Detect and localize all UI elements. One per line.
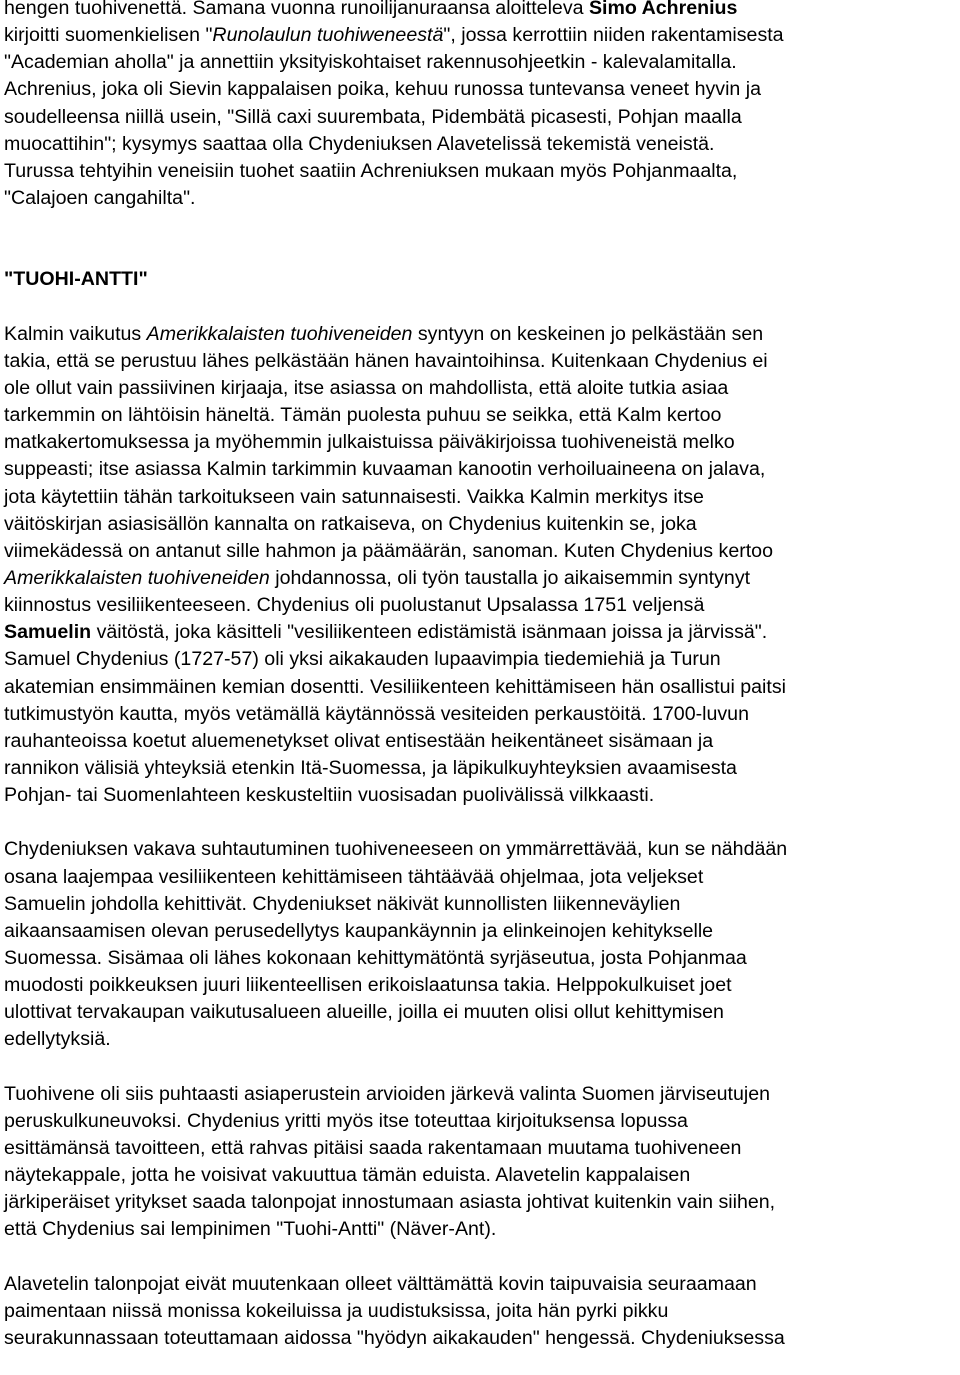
text-line: Achrenius, joka oli Sievin kappalaisen poika, kehuu runossa tuntevansa veneet hyvin ja bbox=[4, 78, 762, 101]
text-line: aikaansaamisen olevan perusedellytys kaupankäynnin ja elinkeinojen kehitykselle bbox=[4, 919, 714, 942]
paragraph-kalm bbox=[4, 321, 958, 810]
text-line: akatemian ensimmäinen kemian dosentti. Vesiliikenteen kehittämiseen hän osallistui paitsi bbox=[4, 675, 786, 698]
italic-title-runolaulun: Runolaulun tuohiweneestä bbox=[212, 24, 444, 47]
text-line: tutkimustyön kautta, myös vetämällä käytännössä vesiteiden perkaustöitä. 1700-luvun bbox=[4, 702, 749, 725]
text-line: näytekappale, jotta he voisivat vakuuttua tämän eduista. Alavetelin kappalaisen bbox=[4, 1164, 691, 1187]
heading-tuohi-antti: "TUOHI-ANTTI" bbox=[4, 268, 148, 291]
paragraph-gap bbox=[4, 294, 958, 321]
paragraph-achrenius bbox=[4, 0, 958, 212]
text-line: rauhanteoissa koetut aluemenetykset olivat entisestään heikentäneet sisämaan ja bbox=[4, 729, 714, 752]
paragraph-gap bbox=[4, 212, 958, 239]
text-line: kiinnostus vesiliikenteeseen. Chydenius oli puolustanut Upsalassa 1751 veljensä bbox=[4, 594, 705, 617]
text-line: muocattihin"; kysymys saattaa olla Chydeniuksen Alavetelissä tekemistä veneistä. bbox=[4, 132, 715, 155]
text-line: Pohjan- tai Suomenlahteen keskusteltiin vuosisadan puolivälissä vilkkaasti. bbox=[4, 784, 655, 807]
text-line: osana laajempaa vesiliikenteen kehittämiseen tähtäävää ohjelmaa, jota veljekset bbox=[4, 865, 704, 888]
text-line: Samuelin väitöstä, joka käsitteli "vesiliikenteen edistämistä isänmaan joissa ja järvissä". bbox=[4, 621, 768, 644]
text-line: tarkemmin on lähtöisin häneltä. Tämän puolesta puhuu se seikka, että Kalm kertoo bbox=[4, 404, 722, 427]
text-line: "Academian aholla" ja annettiin yksityiskohtaiset rakennusohjeetkin - kalevalamitalla. bbox=[4, 51, 737, 74]
paragraph-tuohivene bbox=[4, 1081, 958, 1244]
text-line: Chydeniuksen vakava suhtautuminen tuohiveneeseen on ymmärrettävää, kun se nähdään bbox=[4, 838, 788, 861]
text-line: Alavetelin talonpojat eivät muutenkaan olleet välttämättä kovin taipuvaisia seuraamaan bbox=[4, 1272, 757, 1295]
paragraph-gap bbox=[4, 1053, 958, 1080]
text-line: suppeasti; itse asiassa Kalmin tarkimmin kuvaaman kanootin verhoiluaineena on jalava, bbox=[4, 458, 766, 481]
text-line: Samuelin johdolla kehittivät. Chydeniukset näkivät kunnollisten liikenneväylien bbox=[4, 892, 681, 915]
text-line: kirjoitti suomenkielisen "Runolaulun tuohiweneestä", jossa kerrottiin niiden rakentamisesta bbox=[4, 24, 784, 47]
text-line: "Calajoen cangahilta". bbox=[4, 186, 196, 209]
text-line: Tuohivene oli siis puhtaasti asiaperustein arvioiden järkevä valinta Suomen järviseutujen bbox=[4, 1082, 771, 1105]
document-page bbox=[4, 0, 958, 1352]
text-line: edellytyksiä. bbox=[4, 1028, 111, 1051]
bold-name-simo-achrenius: Simo Achrenius bbox=[588, 0, 738, 19]
paragraph-alavetelin bbox=[4, 1271, 958, 1352]
text-line: matkakertomuksessa ja myöhemmin julkaistuissa päiväkirjoissa tuohiveneistä melko bbox=[4, 431, 735, 454]
paragraph-chydeniuksen bbox=[4, 836, 958, 1053]
text-line: järkiperäiset yritykset saada talonpojat innostumaan asiasta johtivat kuitenkin vain siihen, bbox=[4, 1191, 776, 1214]
text-line: ulottivat tervakaupan vaikutusalueen alueille, joilla ei muuten olisi ollut kehittymisen bbox=[4, 1001, 724, 1024]
text-line: esittämänsä tavoitteen, että rahvas pitäisi saada rakentamaan muutama tuohiveneen bbox=[4, 1136, 742, 1159]
text-line: hengen tuohivenettä. Samana vuonna runoilijanuraansa aloitteleva Simo Achrenius bbox=[4, 0, 958, 22]
section-heading bbox=[4, 266, 958, 293]
italic-title-amerikkalaisten: Amerikkalaisten tuohiveneiden bbox=[4, 566, 270, 589]
text-line: väitöskirjan asiasisällön kannalta on ratkaiseva, on Chydenius kuitenkin se, joka bbox=[4, 512, 697, 535]
text-line: Kalmin vaikutus Amerikkalaisten tuohiveneiden syntyyn on keskeinen jo pelkästään sen bbox=[4, 322, 764, 345]
text-line: viimekädessä on antanut sille hahmon ja päämäärän, sanoman. Kuten Chydenius kertoo bbox=[4, 539, 773, 562]
text-line: takia, että se perustuu lähes pelkästään hänen havaintoihinsa. Kuitenkaan Chydenius ei bbox=[4, 349, 768, 372]
text-line: seurakunnassaan toteuttamaan aidossa "hyödyn aikakauden" hengessä. Chydeniuksessa bbox=[4, 1326, 785, 1349]
text-line: että Chydenius sai lempinimen "Tuohi-Antti" (Näver-Ant). bbox=[4, 1218, 497, 1241]
text-line: Amerikkalaisten tuohiveneiden johdannossa, oli työn taustalla jo aikaisemmin syntynyt bbox=[4, 566, 751, 589]
paragraph-gap bbox=[4, 239, 958, 266]
text-line: peruskulkuneuvoksi. Chydenius yritti myös itse toteuttaa kirjoituksensa lopussa bbox=[4, 1109, 688, 1132]
text-line: Samuel Chydenius (1727-57) oli yksi aikakauden lupaavimpia tiedemiehiä ja Turun bbox=[4, 648, 721, 671]
text-line: jota käytettiin tähän tarkoitukseen vain satunnaisesti. Vaikka Kalmin merkitys itse bbox=[4, 485, 704, 508]
italic-title-amerikkalaisten: Amerikkalaisten tuohiveneiden bbox=[146, 322, 413, 345]
text-line: Suomessa. Sisämaa oli lähes kokonaan kehittymätöntä syrjäseutua, josta Pohjanmaa bbox=[4, 946, 747, 969]
text-line: Turussa tehtyihin veneisiin tuohet saatiin Achreniuksen mukaan myös Pohjanmaalta, bbox=[4, 159, 738, 182]
paragraph-gap bbox=[4, 809, 958, 836]
bold-name-samuelin: Samuelin bbox=[4, 621, 92, 644]
paragraph-gap bbox=[4, 1243, 958, 1270]
text-line: paimentaan niissä monissa kokeiluissa ja uudistuksissa, joita hän pyrki pikku bbox=[4, 1299, 669, 1322]
text-line: soudelleensa niillä usein, "Sillä caxi suurembata, Pidembätä picasesti, Pohjan maalla bbox=[4, 105, 742, 128]
text-line: rannikon välisiä yhteyksiä etenkin Itä-Suomessa, ja läpikulkuyhteyksien avaamisesta bbox=[4, 756, 737, 779]
text-line: muodosti poikkeuksen juuri liikenteellisen erikoislaatunsa takia. Helppokulkuiset joet bbox=[4, 974, 732, 997]
text-line: ole ollut vain passiivinen kirjaaja, itse asiassa on mahdollista, että aloite tutkia asiaa bbox=[4, 376, 729, 399]
